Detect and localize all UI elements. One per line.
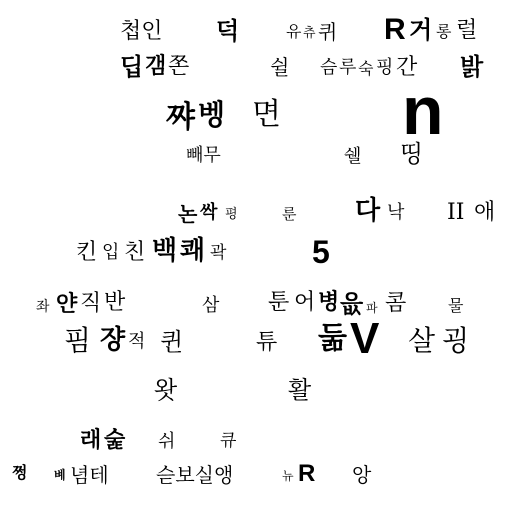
text-fragment: 애 [474,200,496,225]
text-fragment: 곽 [210,243,227,263]
text-fragment: 쩡 [12,463,28,482]
text-fragment: II [447,200,465,225]
text-fragment: 숥 [104,428,126,453]
text-fragment: 퀸 [160,328,184,356]
text-fragment: 낙 [387,202,405,223]
text-fragment: 유 [286,22,302,41]
text-fragment: 룬 [282,205,297,223]
text-fragment: 핑 [376,57,394,78]
text-fragment: 퀴 [318,20,338,44]
text-fragment: 밝 [460,53,484,81]
text-fragment: 덕 [216,17,240,45]
text-fragment: 둚 [318,321,347,356]
text-fragment: 병 [318,290,340,315]
text-fragment: 어 [294,290,316,315]
text-fragment: 슴 [320,57,338,78]
text-fragment: 입 [102,242,120,263]
text-fragment: 툰 [268,290,290,315]
text-fragment: 쫀 [168,54,190,79]
text-fragment: 평 [225,207,238,222]
text-fragment: 쉴 [270,55,290,79]
text-fragment: n [402,73,444,149]
text-fragment: 반 [104,290,126,315]
text-fragment: 백 [152,236,178,266]
text-fragment: 쉬 [158,431,176,452]
text-fragment: 굉 [442,324,470,357]
text-fragment: 쉘 [344,146,362,167]
text-fragment: 적 [128,331,146,352]
text-fragment: 큐 [220,431,237,451]
text-fragment: 쟝 [100,325,126,355]
text-fragment: 활 [288,376,312,404]
text-fragment: 띵 [400,140,424,168]
text-fragment: 싹 [200,202,218,223]
text-fragment: 친 [124,240,146,265]
text-fragment: 슫보실앵 [156,463,234,487]
text-fragment: 츄 [303,26,316,41]
text-fragment: 콤 [385,291,407,316]
text-fragment: 직 [80,291,102,316]
text-fragment: 루 [339,57,357,78]
text-fragment: R [298,460,316,487]
text-fragment: 왓 [154,376,178,404]
text-fragment: 거 [409,16,433,44]
text-fragment: V [350,314,380,363]
text-fragment: 념테 [70,463,109,487]
text-fragment: 좌 [36,299,50,315]
text-fragment: 튜 [256,330,278,355]
text-fragment: 간 [396,55,418,80]
text-fragment: 킨 [76,240,98,265]
text-fragment: 갬 [145,54,167,79]
text-fragment: 앙 [352,463,372,487]
text-fragment: 파 [366,301,378,315]
text-fragment: 읎 [340,290,364,318]
text-fragment: 쨔 [166,100,195,135]
text-fragment: 핌 [64,324,92,357]
text-fragment: 래 [80,428,102,453]
text-fragment: 다 [355,196,381,226]
text-fragment: 딥 [120,53,144,81]
text-fragment: 뉴 [282,469,294,483]
text-fragment: 5 [312,234,330,270]
text-fragment: 논 [178,202,198,226]
text-fragment: 얀 [56,292,78,317]
text-fragment: 쾌 [180,236,206,266]
text-fragment: 살 [408,324,436,357]
text-fragment: 면 [252,97,281,132]
text-fragment: 벵 [198,98,226,131]
text-fragment: 물 [448,296,464,315]
text-fragment: 빼무 [186,145,221,166]
text-fragment: 볘 [54,468,66,482]
text-fragment: 삼 [202,295,220,316]
text-fragment: 롱 [436,22,452,41]
text-fragment: 숙 [358,59,374,78]
text-fragment: R [384,13,406,46]
text-fragment: 첩인 [120,19,163,44]
text-fragment: 럴 [456,18,478,43]
